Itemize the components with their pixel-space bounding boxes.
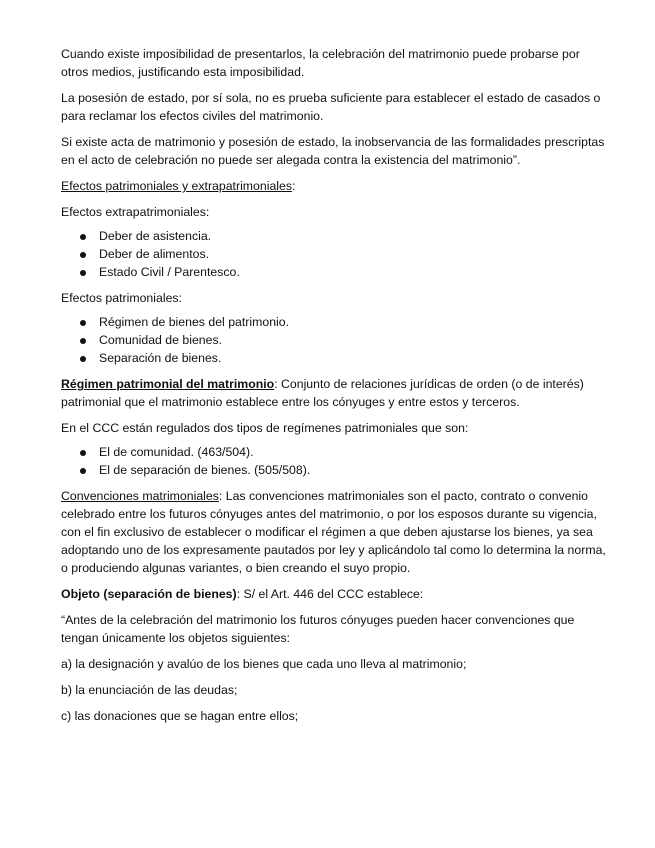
objeto-item-b: b) la enunciación de las deudas; <box>61 683 238 697</box>
list-item: El de comunidad. (463/504). <box>61 443 606 461</box>
list-item: Estado Civil / Parentesco. <box>61 263 606 281</box>
list-item: Comunidad de bienes. <box>61 331 606 349</box>
efectos-extrapatrimoniales-list <box>61 227 606 281</box>
efectos-patrimoniales-title: Efectos patrimoniales: <box>61 291 182 305</box>
paragraph-convenciones <box>61 487 606 577</box>
list-item: Deber de alimentos. <box>61 245 606 263</box>
list-item: Deber de asistencia. <box>61 227 606 245</box>
document-page <box>61 45 606 733</box>
convenciones-definition: : Las convenciones matrimoniales son el pacto, contrato o convenio celebrado entre los futuros cónyuges antes del matrimonio, o por los esposos durante su vigencia, con el fin exclusivo de establecer o modificar el régimen a que deben ajustarse los bienes, ya sea adoptando uno de los expresamente pautados por ley y aplicándolo tal como lo determina la norma, o produciendo algunas variantes, o bien creando el suyo propio. <box>61 489 606 575</box>
paragraph-prueba-otros-medios: Cuando existe imposibilidad de presentarlos, la celebración del matrimonio puede probarse por otros medios, justificando esta imposibilidad. <box>61 47 580 79</box>
efectos-heading-text: Efectos patrimoniales y extrapatrimoniales <box>61 179 293 193</box>
list-item: Separación de bienes. <box>61 349 606 367</box>
paragraph-regimen-patrimonial <box>61 375 606 411</box>
efectos-extrapatrimoniales-title: Efectos extrapatrimoniales: <box>61 205 210 219</box>
list-item: Régimen de bienes del patrimonio. <box>61 313 606 331</box>
regimen-term: Régimen patrimonial del matrimonio <box>61 377 275 391</box>
objeto-term: Objeto (separación de bienes) <box>61 587 237 601</box>
paragraph-acta-y-posesion: Si existe acta de matrimonio y posesión de estado, la inobservancia de las formalidades prescriptas en el acto de celebración no puede ser alegada contra la existencia del matrimonio”. <box>61 135 605 167</box>
objeto-rest: : S/ el Art. 446 del CCC establece: <box>236 587 424 601</box>
objeto-item-c: c) las donaciones que se hagan entre ellos; <box>61 709 299 723</box>
paragraph-objeto-quote: “Antes de la celebración del matrimonio los futuros cónyuges pueden hacer convenciones que tengan únicamente los objetos siguientes: <box>61 613 575 645</box>
regimen-definition: : Conjunto de relaciones jurídicas de orden (o de interés) patrimonial que el matrimonio establece entre los cónyuges y entre estos y terceros. <box>61 377 584 409</box>
efectos-patrimoniales-list <box>61 313 606 367</box>
efectos-heading-colon: : <box>292 179 296 193</box>
paragraph-posesion-estado: La posesión de estado, por sí sola, no es prueba suficiente para establecer el estado de casados o para reclamar los efectos civiles del matrimonio. <box>61 91 601 123</box>
paragraph-ccc-intro: En el CCC están regulados dos tipos de regímenes patrimoniales que son: <box>61 421 469 435</box>
section-heading-efectos <box>61 177 606 195</box>
objeto-item-a: a) la designación y avalúo de los bienes que cada uno lleva al matrimonio; <box>61 657 467 671</box>
convenciones-term: Convenciones matrimoniales <box>61 489 219 503</box>
paragraph-objeto <box>61 585 606 603</box>
ccc-regimenes-list <box>61 443 606 479</box>
list-item: El de separación de bienes. (505/508). <box>61 461 606 479</box>
